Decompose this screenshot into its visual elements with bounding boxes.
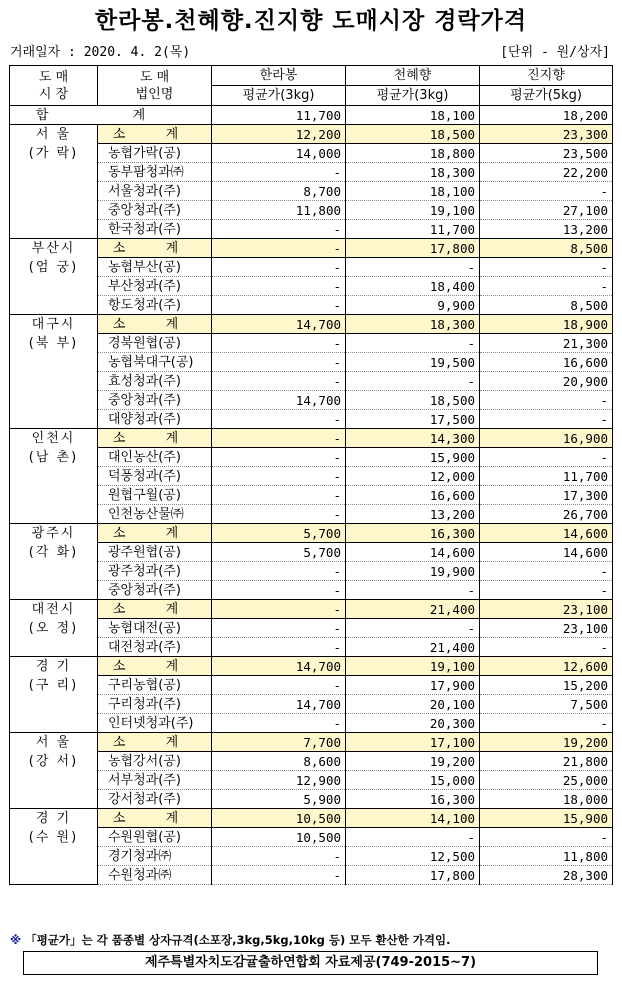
market-name bbox=[10, 239, 98, 315]
price-cheonhyehyang: 18,100 bbox=[346, 182, 480, 201]
price-cheonhyehyang: - bbox=[346, 619, 480, 638]
price-cheonhyehyang: - bbox=[346, 581, 480, 600]
price-cheonhyehyang: 18,500 bbox=[346, 391, 480, 410]
price-jinjihyang: 8,500 bbox=[480, 239, 613, 258]
price-cheonhyehyang: - bbox=[346, 372, 480, 391]
table-row bbox=[10, 220, 613, 239]
corp-name: 중앙청과(주) bbox=[98, 201, 212, 220]
corp-name: 대양청과(주) bbox=[98, 410, 212, 429]
price-jinjihyang: 18,900 bbox=[480, 315, 613, 334]
price-cheonhyehyang: 14,100 bbox=[346, 809, 480, 828]
note-text: 「평균가」는 각 품종별 상자규격(소포장,3kg,5kg,10kg 등) 모두 환산한 가격임. bbox=[25, 933, 451, 947]
price-hallabong: - bbox=[212, 600, 346, 619]
market-header-line1: 도 매 bbox=[38, 69, 69, 85]
subtotal-row bbox=[10, 524, 613, 543]
market-city: 경 기 bbox=[35, 811, 72, 826]
corp-name: 농협북대구(공) bbox=[98, 353, 212, 372]
subtotal-label: 소 계 bbox=[98, 315, 212, 334]
price-jinjihyang: - bbox=[480, 638, 613, 657]
corp-name: 대전청과(주) bbox=[98, 638, 212, 657]
price-cheonhyehyang: 12,000 bbox=[346, 467, 480, 486]
market-name bbox=[10, 657, 98, 733]
price-jinjihyang: 14,600 bbox=[480, 543, 613, 562]
price-jinjihyang: 15,200 bbox=[480, 676, 613, 695]
note bbox=[10, 932, 450, 948]
price-hallabong: - bbox=[212, 505, 346, 524]
price-hallabong: - bbox=[212, 239, 346, 258]
table-row bbox=[10, 334, 613, 353]
market-city: 서 울 bbox=[35, 735, 72, 750]
price-hallabong: 14,700 bbox=[212, 657, 346, 676]
price-cheonhyehyang: 17,100 bbox=[346, 733, 480, 752]
source-footer: 제주특별자치도감귤출하연합회 자료제공(749-2015~7) bbox=[23, 951, 598, 975]
corp-name: 인천농산물㈜ bbox=[98, 505, 212, 524]
subtotal-row bbox=[10, 809, 613, 828]
price-hallabong: 12,900 bbox=[212, 771, 346, 790]
price-cheonhyehyang: 21,400 bbox=[346, 638, 480, 657]
subtotal-label: 소 계 bbox=[98, 657, 212, 676]
price-cheonhyehyang: 9,900 bbox=[346, 296, 480, 315]
unit-label: [단위 - 원/상자] bbox=[500, 45, 610, 60]
price-cheonhyehyang: 17,900 bbox=[346, 676, 480, 695]
price-cheonhyehyang: 13,200 bbox=[346, 505, 480, 524]
table-row bbox=[10, 372, 613, 391]
price-jinjihyang: 14,600 bbox=[480, 524, 613, 543]
market-district: (북 부) bbox=[28, 336, 79, 351]
price-hallabong: - bbox=[212, 714, 346, 733]
table-row bbox=[10, 581, 613, 600]
market-name bbox=[10, 125, 98, 239]
table-row bbox=[10, 410, 613, 429]
price-jinjihyang: 25,000 bbox=[480, 771, 613, 790]
table-row bbox=[10, 847, 613, 866]
market-name bbox=[10, 524, 98, 600]
product-header-cheonhyehyang: 천혜향 bbox=[346, 66, 480, 86]
price-jinjihyang: - bbox=[480, 581, 613, 600]
price-jinjihyang: 22,200 bbox=[480, 163, 613, 182]
price-cheonhyehyang: 20,100 bbox=[346, 695, 480, 714]
price-jinjihyang: - bbox=[480, 828, 613, 847]
market-name bbox=[10, 733, 98, 809]
price-jinjihyang: 12,600 bbox=[480, 657, 613, 676]
corp-name: 인터넷청과(주) bbox=[98, 714, 212, 733]
price-jinjihyang: 20,900 bbox=[480, 372, 613, 391]
price-hallabong: 5,900 bbox=[212, 790, 346, 809]
price-cheonhyehyang: 15,000 bbox=[346, 771, 480, 790]
price-hallabong: - bbox=[212, 467, 346, 486]
subtotal-label: 소 계 bbox=[98, 809, 212, 828]
corp-name: 수원청과㈜ bbox=[98, 866, 212, 885]
corp-name: 덕풍청과(주) bbox=[98, 467, 212, 486]
price-cheonhyehyang: 14,300 bbox=[346, 429, 480, 448]
table-row bbox=[10, 619, 613, 638]
price-cheonhyehyang: 11,700 bbox=[346, 220, 480, 239]
price-jinjihyang: 13,200 bbox=[480, 220, 613, 239]
market-district: (수 원) bbox=[28, 830, 79, 845]
market-city: 대구시 bbox=[31, 317, 76, 332]
price-cheonhyehyang: 18,400 bbox=[346, 277, 480, 296]
price-cheonhyehyang: 18,800 bbox=[346, 144, 480, 163]
price-hallabong: - bbox=[212, 448, 346, 467]
price-jinjihyang: 23,500 bbox=[480, 144, 613, 163]
price-hallabong: 10,500 bbox=[212, 809, 346, 828]
price-cheonhyehyang: 12,500 bbox=[346, 847, 480, 866]
price-cheonhyehyang: 21,400 bbox=[346, 600, 480, 619]
market-district: (강 서) bbox=[28, 754, 79, 769]
subtotal-row bbox=[10, 429, 613, 448]
price-jinjihyang: 23,100 bbox=[480, 619, 613, 638]
table-row bbox=[10, 467, 613, 486]
note-mark: ※ bbox=[10, 933, 22, 947]
price-jinjihyang: 27,100 bbox=[480, 201, 613, 220]
table-row bbox=[10, 391, 613, 410]
price-jinjihyang: - bbox=[480, 714, 613, 733]
subtotal-row bbox=[10, 315, 613, 334]
table-row bbox=[10, 714, 613, 733]
price-jinjihyang: - bbox=[480, 562, 613, 581]
meta-bar bbox=[10, 41, 610, 61]
price-cheonhyehyang: 16,600 bbox=[346, 486, 480, 505]
price-jinjihyang: - bbox=[480, 258, 613, 277]
price-hallabong: - bbox=[212, 866, 346, 885]
table-row bbox=[10, 676, 613, 695]
total-row bbox=[10, 106, 613, 125]
total-jinjihyang: 18,200 bbox=[480, 106, 613, 125]
market-city: 서 울 bbox=[35, 127, 72, 142]
price-hallabong: 5,700 bbox=[212, 524, 346, 543]
price-jinjihyang: 21,800 bbox=[480, 752, 613, 771]
market-city: 대전시 bbox=[31, 602, 76, 617]
price-cheonhyehyang: 15,900 bbox=[346, 448, 480, 467]
total-cheonhyehyang: 18,100 bbox=[346, 106, 480, 125]
total-hallabong: 11,700 bbox=[212, 106, 346, 125]
price-hallabong: - bbox=[212, 429, 346, 448]
price-jinjihyang: 15,900 bbox=[480, 809, 613, 828]
table-row bbox=[10, 296, 613, 315]
table-row bbox=[10, 505, 613, 524]
subtotal-label: 소 계 bbox=[98, 600, 212, 619]
market-city: 경 기 bbox=[35, 659, 72, 674]
table-row bbox=[10, 790, 613, 809]
price-label-cheonhyehyang: 평균가(3kg) bbox=[346, 86, 480, 106]
market-city: 광주시 bbox=[31, 526, 76, 541]
price-hallabong: 11,800 bbox=[212, 201, 346, 220]
price-hallabong: - bbox=[212, 353, 346, 372]
corp-name: 농협대전(공) bbox=[98, 619, 212, 638]
price-jinjihyang: 28,300 bbox=[480, 866, 613, 885]
price-jinjihyang: 18,000 bbox=[480, 790, 613, 809]
price-hallabong: - bbox=[212, 486, 346, 505]
price-cheonhyehyang: 19,900 bbox=[346, 562, 480, 581]
price-hallabong: 8,700 bbox=[212, 182, 346, 201]
corp-name: 광주원협(공) bbox=[98, 543, 212, 562]
price-hallabong: 12,200 bbox=[212, 125, 346, 144]
price-jinjihyang: - bbox=[480, 410, 613, 429]
price-cheonhyehyang: 18,300 bbox=[346, 163, 480, 182]
table-row bbox=[10, 448, 613, 467]
corp-name: 효성청과(주) bbox=[98, 372, 212, 391]
corp-name: 중앙청과(주) bbox=[98, 581, 212, 600]
corp-name: 부산청과(주) bbox=[98, 277, 212, 296]
corp-header-line1: 도 매 bbox=[139, 69, 170, 85]
product-header-jinjihyang: 진지향 bbox=[480, 66, 613, 86]
corp-name: 항도청과(주) bbox=[98, 296, 212, 315]
price-hallabong: 5,700 bbox=[212, 543, 346, 562]
subtotal-label: 소 계 bbox=[98, 239, 212, 258]
market-district: (엄 궁) bbox=[28, 260, 79, 275]
market-district: (구 리) bbox=[28, 678, 79, 693]
product-header-hallabong: 한라봉 bbox=[212, 66, 346, 86]
price-jinjihyang: 23,300 bbox=[480, 125, 613, 144]
price-jinjihyang: 17,300 bbox=[480, 486, 613, 505]
price-jinjihyang: 7,500 bbox=[480, 695, 613, 714]
table-row bbox=[10, 258, 613, 277]
corp-name: 경북원협(공) bbox=[98, 334, 212, 353]
table-row bbox=[10, 182, 613, 201]
table-row bbox=[10, 771, 613, 790]
corp-name: 원협구월(공) bbox=[98, 486, 212, 505]
price-cheonhyehyang: 19,500 bbox=[346, 353, 480, 372]
subtotal-row bbox=[10, 239, 613, 258]
market-district: (남 촌) bbox=[28, 450, 79, 465]
table-row bbox=[10, 163, 613, 182]
price-table bbox=[9, 65, 613, 885]
subtotal-label: 소 계 bbox=[98, 125, 212, 144]
price-hallabong: - bbox=[212, 334, 346, 353]
total-label: 합 계 bbox=[10, 106, 212, 125]
price-jinjihyang: - bbox=[480, 277, 613, 296]
table-row bbox=[10, 486, 613, 505]
price-cheonhyehyang: 20,300 bbox=[346, 714, 480, 733]
subtotal-row bbox=[10, 125, 613, 144]
market-name bbox=[10, 315, 98, 429]
market-header-line2: 시 장 bbox=[38, 86, 69, 102]
table-row bbox=[10, 353, 613, 372]
table-row bbox=[10, 201, 613, 220]
corp-name: 수원원협(공) bbox=[98, 828, 212, 847]
price-jinjihyang: 16,900 bbox=[480, 429, 613, 448]
subtotal-row bbox=[10, 733, 613, 752]
market-header bbox=[10, 66, 98, 106]
corp-name: 동부팜청과㈜ bbox=[98, 163, 212, 182]
subtotal-label: 소 계 bbox=[98, 733, 212, 752]
corp-name: 구리농협(공) bbox=[98, 676, 212, 695]
price-jinjihyang: - bbox=[480, 182, 613, 201]
price-jinjihyang: 19,200 bbox=[480, 733, 613, 752]
subtotal-row bbox=[10, 657, 613, 676]
price-hallabong: - bbox=[212, 676, 346, 695]
price-jinjihyang: - bbox=[480, 391, 613, 410]
price-jinjihyang: 26,700 bbox=[480, 505, 613, 524]
corp-header bbox=[98, 66, 212, 106]
corp-name: 강서청과(주) bbox=[98, 790, 212, 809]
price-cheonhyehyang: 18,300 bbox=[346, 315, 480, 334]
price-cheonhyehyang: 17,800 bbox=[346, 239, 480, 258]
corp-name: 구리청과(주) bbox=[98, 695, 212, 714]
price-jinjihyang: 16,600 bbox=[480, 353, 613, 372]
price-cheonhyehyang: 17,500 bbox=[346, 410, 480, 429]
table-row bbox=[10, 543, 613, 562]
corp-name: 중앙청과(주) bbox=[98, 391, 212, 410]
market-city: 인천시 bbox=[31, 431, 76, 446]
price-hallabong: 8,600 bbox=[212, 752, 346, 771]
corp-name: 대인농산(주) bbox=[98, 448, 212, 467]
subtotal-label: 소 계 bbox=[98, 524, 212, 543]
price-hallabong: 7,700 bbox=[212, 733, 346, 752]
table-row bbox=[10, 638, 613, 657]
corp-name: 농협강서(공) bbox=[98, 752, 212, 771]
price-cheonhyehyang: 16,300 bbox=[346, 524, 480, 543]
corp-name: 농협부산(공) bbox=[98, 258, 212, 277]
price-cheonhyehyang: 18,500 bbox=[346, 125, 480, 144]
price-hallabong: - bbox=[212, 220, 346, 239]
subtotal-row bbox=[10, 600, 613, 619]
table-row bbox=[10, 866, 613, 885]
market-name bbox=[10, 429, 98, 524]
price-cheonhyehyang: 17,800 bbox=[346, 866, 480, 885]
page-title: 한라봉.천혜향.진지향 도매시장 경락가격 bbox=[94, 8, 528, 34]
price-hallabong: - bbox=[212, 410, 346, 429]
price-hallabong: 14,700 bbox=[212, 315, 346, 334]
price-hallabong: - bbox=[212, 847, 346, 866]
price-hallabong: - bbox=[212, 638, 346, 657]
corp-name: 경기청과㈜ bbox=[98, 847, 212, 866]
price-hallabong: - bbox=[212, 562, 346, 581]
price-cheonhyehyang: 14,600 bbox=[346, 543, 480, 562]
price-jinjihyang: 11,800 bbox=[480, 847, 613, 866]
corp-name: 서부청과(주) bbox=[98, 771, 212, 790]
market-name bbox=[10, 809, 98, 885]
corp-name: 한국청과(주) bbox=[98, 220, 212, 239]
price-hallabong: - bbox=[212, 258, 346, 277]
price-hallabong: 14,700 bbox=[212, 695, 346, 714]
corp-name: 광주청과(주) bbox=[98, 562, 212, 581]
trade-date: 거래일자 : 2020. 4. 2(목) bbox=[10, 45, 191, 60]
table-row bbox=[10, 695, 613, 714]
corp-name: 서울청과(주) bbox=[98, 182, 212, 201]
price-hallabong: 14,000 bbox=[212, 144, 346, 163]
price-cheonhyehyang: 16,300 bbox=[346, 790, 480, 809]
market-name bbox=[10, 600, 98, 657]
price-label-hallabong: 평균가(3kg) bbox=[212, 86, 346, 106]
price-jinjihyang: 8,500 bbox=[480, 296, 613, 315]
price-cheonhyehyang: - bbox=[346, 258, 480, 277]
price-cheonhyehyang: 19,200 bbox=[346, 752, 480, 771]
price-cheonhyehyang: 19,100 bbox=[346, 657, 480, 676]
corp-name: 농협가락(공) bbox=[98, 144, 212, 163]
price-hallabong: - bbox=[212, 372, 346, 391]
price-hallabong: 14,700 bbox=[212, 391, 346, 410]
market-district: (각 화) bbox=[28, 545, 79, 560]
price-label-jinjihyang: 평균가(5kg) bbox=[480, 86, 613, 106]
price-hallabong: - bbox=[212, 277, 346, 296]
table-row bbox=[10, 144, 613, 163]
market-district: (가 락) bbox=[28, 146, 79, 161]
price-jinjihyang: - bbox=[480, 448, 613, 467]
market-district: (오 정) bbox=[28, 621, 79, 636]
corp-header-line2: 법인명 bbox=[135, 86, 174, 102]
price-hallabong: - bbox=[212, 163, 346, 182]
price-cheonhyehyang: - bbox=[346, 828, 480, 847]
table-row bbox=[10, 752, 613, 771]
price-hallabong: - bbox=[212, 296, 346, 315]
price-hallabong: - bbox=[212, 619, 346, 638]
price-jinjihyang: 23,100 bbox=[480, 600, 613, 619]
price-hallabong: 10,500 bbox=[212, 828, 346, 847]
subtotal-label: 소 계 bbox=[98, 429, 212, 448]
price-jinjihyang: 21,300 bbox=[480, 334, 613, 353]
market-city: 부산시 bbox=[31, 241, 76, 256]
price-jinjihyang: 11,700 bbox=[480, 467, 613, 486]
price-cheonhyehyang: 19,100 bbox=[346, 201, 480, 220]
table-row bbox=[10, 562, 613, 581]
price-hallabong: - bbox=[212, 581, 346, 600]
price-cheonhyehyang: - bbox=[346, 334, 480, 353]
table-row bbox=[10, 828, 613, 847]
table-row bbox=[10, 277, 613, 296]
